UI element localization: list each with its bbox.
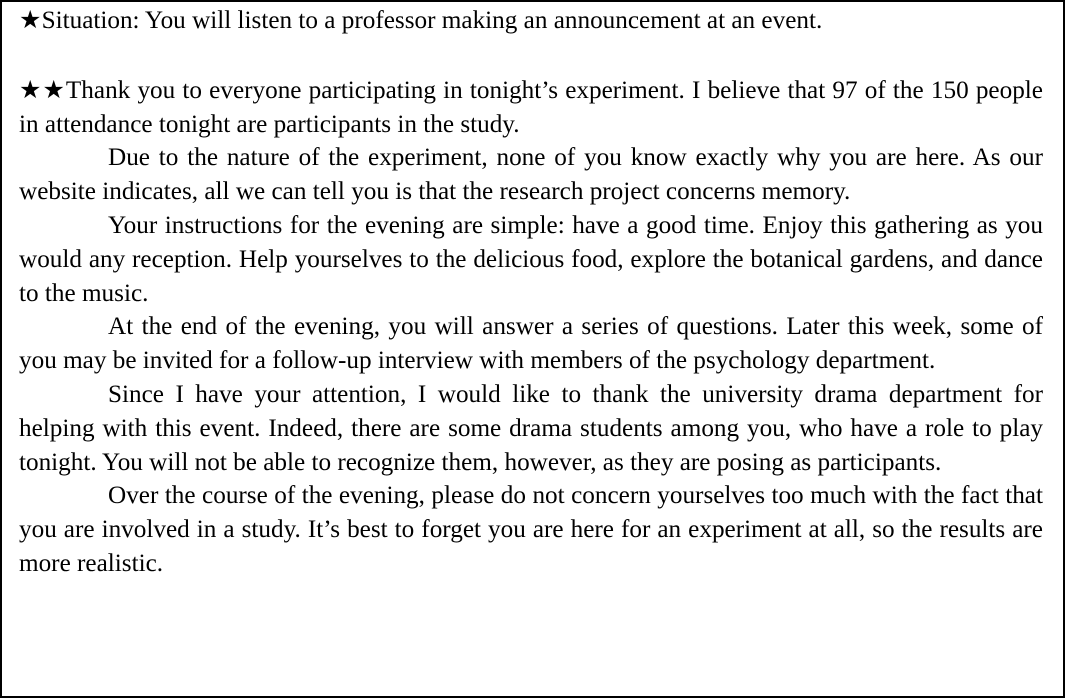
script-paragraph-text: Thank you to everyone participating in tonight’s experiment. I believe that 97 of the 150 people in attendance tonight are participants in the study.	[19, 76, 1043, 138]
script-paragraph-4: At the end of the evening, you will answer a series of questions. Later this week, some of you may be invited for a follow-up interview with members of the psychology department.	[19, 313, 1043, 375]
script-paragraph-3: Your instructions for the evening are simple: have a good time. Enjoy this gathering as you would any reception. Help yourselves to the delicious food, explore the botanical gardens, and dance to the music.	[19, 211, 1043, 307]
script-paragraph-5: Since I have your attention, I would like to thank the university drama department for helping with this event. Indeed, there are some drama students among you, who have a role to play tonight. You will not be able to recognize them, however, as they are posing as participants.	[19, 380, 1043, 476]
script-paragraph-6: Over the course of the evening, please do not concern yourselves too much with the fact that you are involved in a study. It’s best to forget you are here for an experiment at all, so the results are more realistic.	[19, 482, 1043, 577]
blank-line	[19, 38, 1043, 74]
script-paragraph-2: Due to the nature of the experiment, none of you know exactly why you are here. As our website indicates, all we can tell you is that the research project concerns memory.	[19, 144, 1043, 206]
situation-line	[19, 4, 1043, 38]
double-star-icon: ★★	[19, 76, 66, 104]
situation-text: Situation: You will listen to a professor making an announcement at an event.	[41, 7, 823, 34]
star-icon: ★	[19, 7, 42, 34]
script-paragraph-1	[19, 74, 1043, 142]
